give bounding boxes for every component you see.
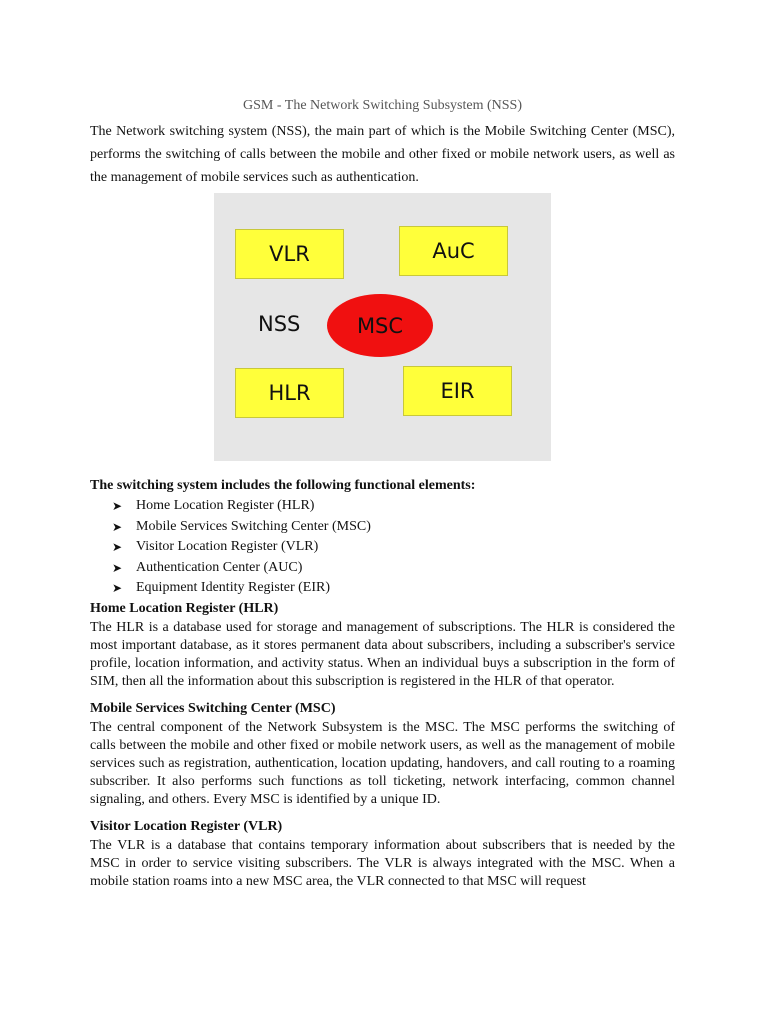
list-item-text: Equipment Identity Register (EIR) xyxy=(136,580,331,595)
elements-heading: The switching system includes the following functional elements: xyxy=(90,478,476,493)
document-body xyxy=(90,476,675,891)
list-item xyxy=(112,558,675,579)
nss-diagram xyxy=(214,193,551,461)
list-item-text: Visitor Location Register (VLR) xyxy=(136,539,319,554)
document-title: GSM - The Network Switching Subsystem (NSS) xyxy=(243,98,522,113)
eir-box: EIR xyxy=(403,366,512,416)
document-page xyxy=(90,96,675,889)
auc-box: AuC xyxy=(399,226,508,276)
list-item xyxy=(112,496,675,517)
list-item xyxy=(112,578,675,599)
nss-label: NSS xyxy=(258,312,301,336)
arrow-bullet-icon: ➤ xyxy=(112,519,123,534)
list-item-text: Home Location Register (HLR) xyxy=(136,498,315,513)
vlr-paragraph: The VLR is a database that contains temporary information about subscribers that is needed by the MSC in order to service visiting subscribers. The VLR is always integrated with the MSC. When a mobile station roams into a new MSC area, the VLR connected to that MSC will request xyxy=(90,837,675,889)
arrow-bullet-icon: ➤ xyxy=(112,560,123,575)
hlr-paragraph: The HLR is a database used for storage and management of subscriptions. The HLR is considered the most important database, as it stores permanent data about subscribers, including a subscriber's service profile, location information, and activity status. When an individual buys a subscription in the form of SIM, then all the information about this subscription is registered in the HLR of that operator. xyxy=(90,619,675,689)
arrow-bullet-icon: ➤ xyxy=(112,499,123,513)
list-item-text: Mobile Services Switching Center (MSC) xyxy=(136,518,371,534)
hlr-box: HLR xyxy=(235,368,344,418)
msc-paragraph: The central component of the Network Subsystem is the MSC. The MSC performs the switching of calls between the mobile and other fixed or mobile network users, as well as the management of mobile services such as registration, authentication, location updating, handovers, and call routing to a roaming subscriber. It also performs such functions as toll ticketing, network interfacing, common channel signaling, and others. Every MSC is identified by a unique ID. xyxy=(90,719,675,807)
hlr-heading: Home Location Register (HLR) xyxy=(90,600,279,616)
elements-list xyxy=(90,496,675,599)
msc-ellipse: MSC xyxy=(327,294,433,357)
vlr-heading: Visitor Location Register (VLR) xyxy=(90,818,283,834)
arrow-bullet-icon: ➤ xyxy=(112,581,123,595)
list-item-text: Authentication Center (AUC) xyxy=(136,559,303,575)
msc-heading: Mobile Services Switching Center (MSC) xyxy=(90,700,336,716)
vlr-box: VLR xyxy=(235,229,344,279)
intro-paragraph: The Network switching system (NSS), the main part of which is the Mobile Switching Center (MSC), performs the switching of calls between the mobile and other fixed or mobile network users, as well as the management of mobile services such as authentication. xyxy=(90,124,675,185)
list-item xyxy=(112,537,675,558)
arrow-bullet-icon: ➤ xyxy=(112,540,123,554)
list-item xyxy=(112,517,675,538)
